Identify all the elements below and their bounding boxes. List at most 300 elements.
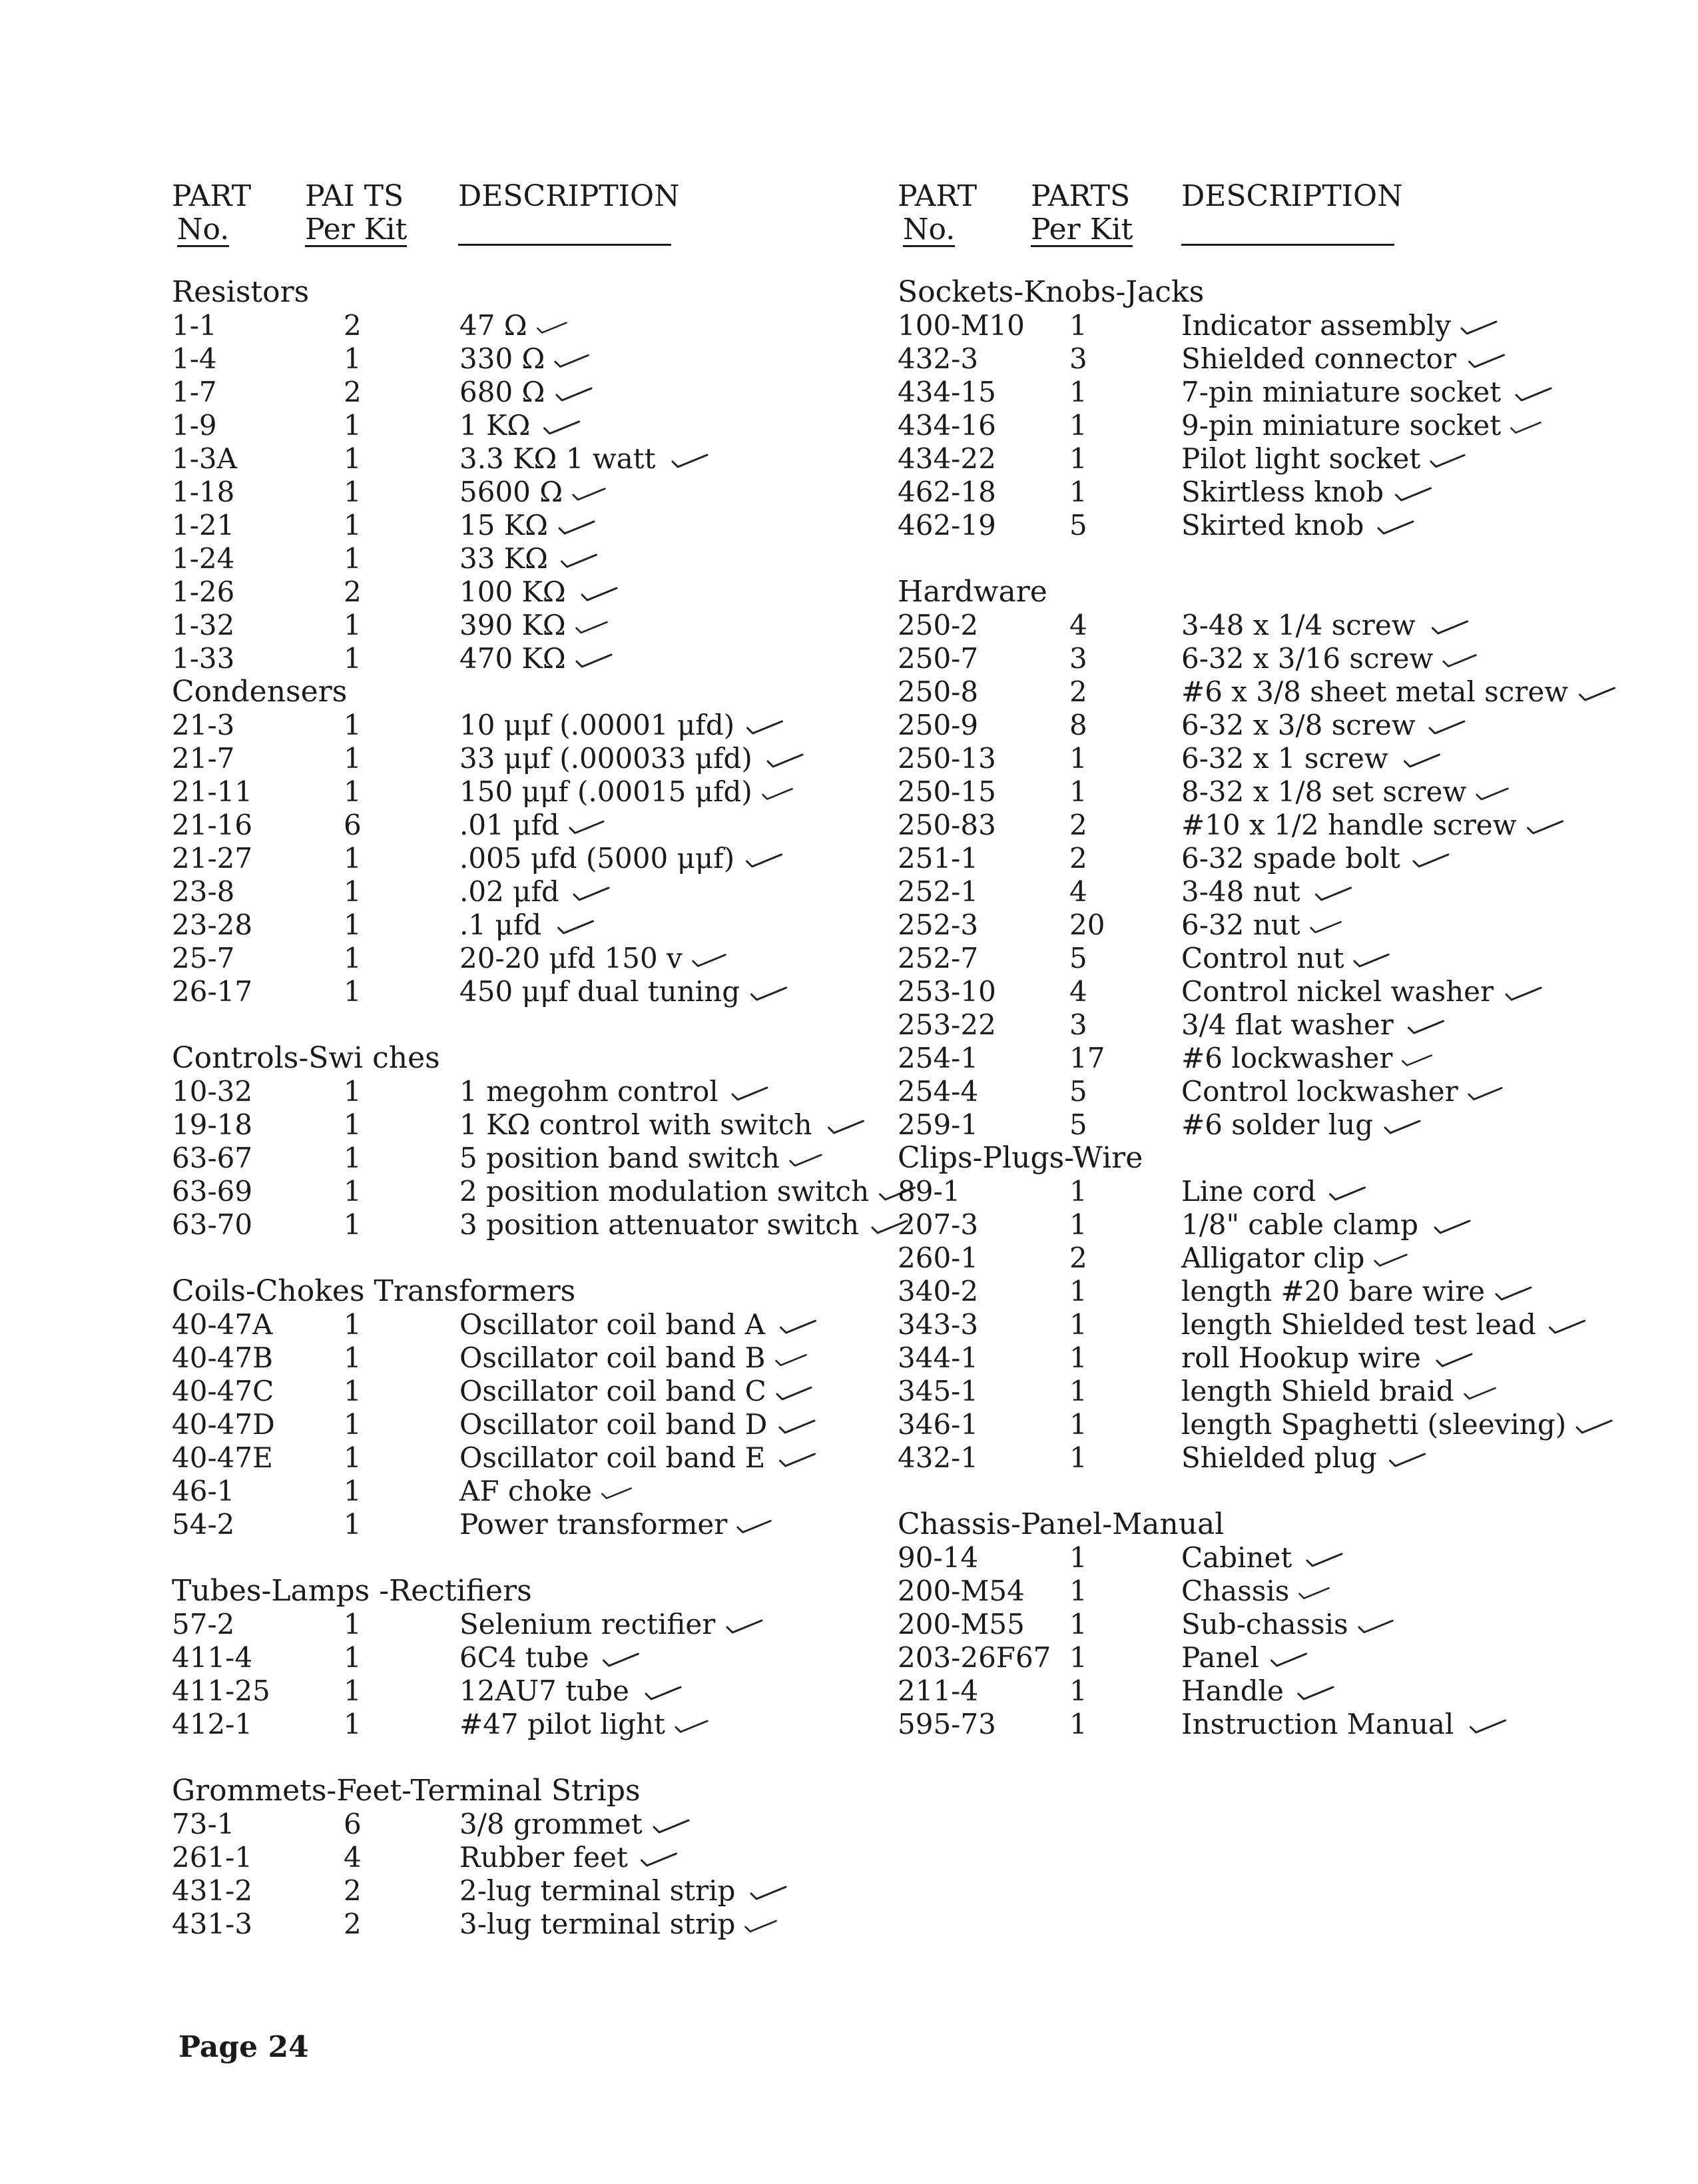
handwritten-checkmark-icon: [1267, 1651, 1310, 1668]
parts-per-kit: 1: [344, 442, 362, 475]
part-description: length Shield braid: [1181, 1375, 1498, 1408]
parts-per-kit: 17: [1069, 1042, 1105, 1074]
parts-per-kit: 1: [344, 1641, 362, 1674]
part-row: [898, 1108, 1663, 1142]
part-number: 21-27: [172, 842, 253, 875]
handwritten-checkmark-icon: [735, 1518, 773, 1535]
part-description: #6 solder lug: [1181, 1108, 1424, 1142]
right-table-header: [898, 180, 1663, 260]
handwritten-checkmark-icon: [567, 885, 615, 903]
part-number: 260-1: [898, 1242, 979, 1274]
parts-per-kit: 2: [1069, 809, 1087, 841]
handwritten-checkmark-icon: [597, 1651, 645, 1668]
part-row: [898, 1641, 1663, 1674]
part-row: [172, 1608, 878, 1641]
parts-per-kit: 6: [344, 809, 362, 841]
section-title: Grommets-Feet-Terminal Strips: [172, 1774, 641, 1808]
part-number: 200-M54: [898, 1575, 1025, 1607]
handwritten-checkmark-icon: [600, 1485, 633, 1502]
part-number: 1-24: [172, 542, 235, 575]
part-row: [898, 1441, 1663, 1475]
part-number: 1-3A: [172, 442, 237, 475]
handwritten-checkmark-icon: [1424, 619, 1476, 636]
part-row: [898, 975, 1663, 1008]
parts-per-kit: 1: [344, 742, 362, 775]
part-row: [172, 575, 878, 609]
part-description: 3-lug terminal strip: [459, 1908, 778, 1941]
part-number: 250-7: [898, 642, 979, 675]
parts-per-kit: 1: [344, 942, 362, 974]
handwritten-checkmark-icon: [1466, 1085, 1504, 1102]
parts-per-kit: 1: [344, 709, 362, 741]
parts-per-kit: 1: [1069, 376, 1087, 408]
part-description: Alligator clip: [1181, 1242, 1409, 1275]
section-chassis-panel-manual: [898, 1508, 1663, 1741]
handwritten-checkmark-icon: [567, 819, 606, 836]
part-description: 2-lug terminal strip: [459, 1874, 794, 1908]
part-row: [898, 376, 1663, 409]
part-row: [172, 309, 878, 342]
part-description: #47 pilot light: [459, 1708, 710, 1741]
part-number: 63-70: [172, 1208, 253, 1241]
part-row: [172, 909, 878, 942]
parts-per-kit: 2: [344, 1908, 362, 1940]
part-number: 1-21: [172, 509, 235, 542]
part-description: 3/4 flat washer: [1181, 1008, 1450, 1042]
part-description: Oscillator coil band C: [459, 1375, 814, 1408]
section-title: Condensers: [172, 675, 348, 709]
part-no-header: PART No.: [898, 179, 978, 246]
part-number: 23-8: [172, 875, 235, 908]
handwritten-checkmark-icon: [1402, 1018, 1450, 1036]
part-description: 1 megohm control: [459, 1075, 773, 1108]
handwritten-checkmark-icon: [1502, 985, 1546, 1002]
part-description: 3-48 x 1/4 screw: [1181, 609, 1476, 642]
part-number: 250-8: [898, 675, 979, 708]
parts-per-kit: 1: [1069, 1308, 1087, 1341]
part-row: [172, 1341, 878, 1375]
parts-per-kit: 2: [1069, 1242, 1087, 1274]
handwritten-checkmark-icon: [788, 1152, 824, 1169]
part-row: [172, 442, 878, 476]
handwritten-checkmark-icon: [556, 552, 602, 569]
part-description: 15 KΩ: [459, 509, 597, 542]
part-number: 10-32: [172, 1075, 253, 1108]
parts-per-kit: 1: [344, 1708, 362, 1740]
parts-per-kit: 5: [1069, 509, 1087, 542]
part-row: [898, 509, 1663, 542]
parts-per-kit: 1: [1069, 1641, 1087, 1674]
section-title: Sockets-Knobs-Jacks: [898, 275, 1205, 309]
part-description: .1 μfd: [459, 909, 602, 942]
part-description: Instruction Manual: [1181, 1708, 1514, 1741]
handwritten-checkmark-icon: [760, 752, 810, 769]
part-row: [898, 709, 1663, 742]
part-description: #6 lockwasher: [1181, 1042, 1434, 1075]
handwritten-checkmark-icon: [1441, 652, 1478, 669]
part-description: .02 μfd: [459, 875, 615, 909]
parts-per-kit: 4: [1069, 609, 1087, 641]
parts-per-kit: 1: [344, 1175, 362, 1208]
part-description: Panel: [1181, 1641, 1310, 1674]
part-description: Handle: [1181, 1674, 1340, 1708]
part-row: [898, 342, 1663, 376]
handwritten-checkmark-icon: [1459, 319, 1499, 336]
part-number: 21-7: [172, 742, 235, 775]
handwritten-checkmark-icon: [774, 1385, 814, 1402]
part-number: 21-16: [172, 809, 253, 841]
parts-per-kit: 1: [1069, 442, 1087, 475]
part-number: 90-14: [898, 1541, 979, 1574]
part-number: 63-67: [172, 1142, 253, 1174]
part-description: Indicator assembly: [1181, 309, 1499, 342]
part-description: Cabinet: [1181, 1541, 1349, 1575]
part-number: 1-7: [172, 376, 217, 408]
part-description: 33 KΩ: [459, 542, 602, 575]
parts-per-kit: 1: [1069, 1408, 1087, 1441]
handwritten-checkmark-icon: [553, 352, 591, 370]
part-description: Line cord: [1181, 1175, 1371, 1208]
part-row: [172, 1208, 878, 1242]
handwritten-checkmark-icon: [673, 1718, 710, 1735]
part-description: 1 KΩ: [459, 409, 585, 442]
parts-per-kit: 5: [1069, 942, 1087, 974]
part-number: 346-1: [898, 1408, 979, 1441]
part-row: [172, 642, 878, 675]
parts-per-kit: 1: [344, 542, 362, 575]
part-number: 462-18: [898, 476, 996, 508]
parts-per-kit: 1: [344, 409, 362, 442]
section-title: Controls-Swi ches: [172, 1041, 440, 1075]
parts-per-kit: 1: [344, 909, 362, 941]
part-row: [898, 1408, 1663, 1441]
part-description: Control nut: [1181, 942, 1391, 975]
handwritten-checkmark-icon: [538, 419, 585, 436]
parts-per-kit-header: PAI TS Per Kit: [305, 179, 408, 246]
handwritten-checkmark-icon: [1462, 1385, 1498, 1402]
part-row: [172, 1075, 878, 1108]
parts-per-kit: 2: [344, 1874, 362, 1907]
part-row: [898, 675, 1663, 709]
handwritten-checkmark-icon: [723, 1618, 766, 1635]
parts-per-kit: 1: [1069, 1275, 1087, 1307]
part-row: [898, 1341, 1663, 1375]
part-number: 40-47E: [172, 1441, 273, 1474]
part-number: 259-1: [898, 1108, 979, 1141]
part-number: 250-13: [898, 742, 996, 775]
description-header: DESCRIPTION: [458, 180, 680, 246]
left-column: [172, 180, 878, 1941]
parts-per-kit: 1: [344, 642, 362, 675]
part-row: [898, 1242, 1663, 1275]
parts-per-kit: 1: [1069, 309, 1087, 342]
handwritten-checkmark-icon: [1356, 1618, 1395, 1635]
handwritten-checkmark-icon: [1525, 819, 1565, 836]
parts-per-kit: 1: [344, 609, 362, 641]
parts-per-kit: 1: [344, 1208, 362, 1241]
part-description: Skirted knob: [1181, 509, 1420, 542]
part-description: 2 position modulation switch: [459, 1175, 918, 1208]
part-description: .005 μfd (5000 μμf): [459, 842, 786, 875]
part-row: [172, 1841, 878, 1874]
parts-per-kit: 1: [1069, 775, 1087, 808]
parts-per-kit: 1: [344, 842, 362, 875]
part-number: 21-11: [172, 775, 253, 808]
part-number: 46-1: [172, 1475, 235, 1507]
part-number: 1-26: [172, 575, 235, 608]
handwritten-checkmark-icon: [1308, 918, 1343, 936]
handwritten-checkmark-icon: [556, 519, 597, 536]
handwritten-checkmark-icon: [773, 1318, 823, 1335]
part-description: Shielded connector: [1181, 342, 1509, 376]
part-row: [172, 1441, 878, 1475]
part-number: 340-2: [898, 1275, 979, 1307]
part-number: 261-1: [172, 1841, 253, 1874]
parts-per-kit: 1: [344, 1508, 362, 1541]
part-row: [898, 909, 1663, 942]
part-row: [898, 809, 1663, 842]
parts-per-kit: 1: [344, 1475, 362, 1507]
part-row: [898, 1008, 1663, 1042]
handwritten-checkmark-icon: [1574, 1418, 1614, 1435]
section-title: Chassis-Panel-Manual: [898, 1507, 1225, 1541]
part-description: 150 μμf (.00015 μfd): [459, 775, 794, 809]
handwritten-checkmark-icon: [1462, 1718, 1514, 1735]
parts-per-kit: 1: [1069, 409, 1087, 442]
handwritten-checkmark-icon: [1493, 1285, 1534, 1302]
part-row: [172, 975, 878, 1008]
part-description: length Spaghetti (sleeving): [1181, 1408, 1614, 1441]
handwritten-checkmark-icon: [691, 952, 728, 969]
part-row: [172, 509, 878, 542]
part-number: 462-19: [898, 509, 996, 542]
section-resistors: [172, 276, 878, 675]
handwritten-checkmark-icon: [1509, 419, 1543, 436]
part-row: [898, 1042, 1663, 1075]
section-title: Hardware: [898, 575, 1047, 609]
handwritten-checkmark-icon: [1372, 1252, 1409, 1269]
part-description: Skirtless knob: [1181, 476, 1435, 509]
part-number: 252-1: [898, 875, 979, 908]
part-number: 63-69: [172, 1175, 253, 1208]
part-row: [898, 1208, 1663, 1242]
parts-per-kit: 2: [1069, 675, 1087, 708]
part-description: Control nickel washer: [1181, 975, 1546, 1008]
part-number: 434-22: [898, 442, 996, 475]
part-number: 434-15: [898, 376, 996, 408]
parts-per-kit: 1: [1069, 1575, 1087, 1607]
part-number: 57-2: [172, 1608, 235, 1640]
part-description: 1/8" cable clamp: [1181, 1208, 1478, 1242]
handwritten-checkmark-icon: [549, 918, 602, 936]
parts-per-kit: 1: [344, 509, 362, 542]
part-row: [172, 1375, 878, 1408]
part-row: [898, 775, 1663, 809]
part-row: [172, 1508, 878, 1541]
part-row: [898, 642, 1663, 675]
parts-per-kit: 5: [1069, 1075, 1087, 1108]
part-number: 211-4: [898, 1674, 979, 1707]
part-number: 250-83: [898, 809, 996, 841]
handwritten-checkmark-icon: [637, 1684, 689, 1702]
right-column: [898, 180, 1663, 1741]
handwritten-checkmark-icon: [636, 1851, 682, 1868]
section-clips-plugs-wire: [898, 1142, 1663, 1475]
part-description: 47 Ω: [459, 309, 569, 342]
handwritten-checkmark-icon: [1429, 1351, 1480, 1369]
part-row: [172, 609, 878, 642]
part-description: 3-48 nut: [1181, 875, 1358, 909]
handwritten-checkmark-icon: [1426, 1218, 1478, 1236]
part-description: Chassis: [1181, 1575, 1331, 1608]
part-description: 20-20 μfd 150 v: [459, 942, 728, 975]
part-row: [898, 875, 1663, 909]
part-row: [172, 342, 878, 376]
handwritten-checkmark-icon: [1352, 952, 1391, 969]
handwritten-checkmark-icon: [1381, 1118, 1424, 1136]
part-description: 6-32 spade bolt: [1181, 842, 1454, 875]
handwritten-checkmark-icon: [535, 319, 569, 336]
part-number: 207-3: [898, 1208, 979, 1241]
parts-per-kit: 1: [344, 1308, 362, 1341]
parts-per-kit: 1: [344, 1108, 362, 1141]
part-number: 40-47C: [172, 1375, 274, 1407]
part-description: 9-pin miniature socket: [1181, 409, 1543, 442]
part-number: 344-1: [898, 1341, 979, 1374]
part-number: 25-7: [172, 942, 235, 974]
section-title: Coils-Chokes Transformers: [172, 1274, 576, 1308]
handwritten-checkmark-icon: [1300, 1551, 1349, 1569]
part-row: [898, 1541, 1663, 1575]
handwritten-checkmark-icon: [742, 852, 786, 869]
part-row: [172, 1708, 878, 1741]
part-description: Shielded plug: [1181, 1441, 1430, 1475]
part-row: [172, 942, 878, 975]
handwritten-checkmark-icon: [760, 785, 794, 803]
part-description: 10 μμf (.00001 μfd): [459, 709, 787, 742]
part-description: 7-pin miniature socket: [1181, 376, 1558, 409]
part-row: [898, 1175, 1663, 1208]
part-number: 432-1: [898, 1441, 979, 1474]
parts-per-kit: 4: [344, 1841, 362, 1874]
part-row: [172, 376, 878, 409]
part-description: 6C4 tube: [459, 1641, 645, 1674]
part-description: Oscillator coil band B: [459, 1341, 808, 1375]
handwritten-checkmark-icon: [574, 619, 609, 636]
part-number: 254-1: [898, 1042, 979, 1074]
part-number: 434-16: [898, 409, 996, 442]
part-number: 253-10: [898, 975, 996, 1008]
handwritten-checkmark-icon: [775, 1418, 819, 1435]
part-row: [898, 1708, 1663, 1741]
handwritten-checkmark-icon: [664, 452, 716, 470]
part-description: 6-32 nut: [1181, 909, 1343, 942]
part-description: Sub-chassis: [1181, 1608, 1395, 1641]
parts-per-kit: 1: [344, 1142, 362, 1174]
part-row: [898, 1674, 1663, 1708]
parts-per-kit: 1: [1069, 1708, 1087, 1740]
handwritten-checkmark-icon: [743, 1884, 794, 1902]
part-description: 33 μμf (.000033 μfd): [459, 742, 810, 775]
part-row: [172, 1808, 878, 1841]
section-sockets-knobs-jacks: [898, 276, 1663, 542]
part-number: 411-25: [172, 1674, 270, 1707]
handwritten-checkmark-icon: [1544, 1318, 1590, 1335]
part-row: [172, 875, 878, 909]
part-row: [898, 842, 1663, 875]
part-description: 450 μμf dual tuning: [459, 975, 790, 1008]
part-row: [172, 1641, 878, 1674]
part-number: 19-18: [172, 1108, 253, 1141]
part-row: [898, 409, 1663, 442]
section-title: Clips-Plugs-Wire: [898, 1141, 1143, 1175]
parts-per-kit: 1: [344, 1408, 362, 1441]
section-title: Resistors: [172, 275, 310, 309]
part-row: [172, 409, 878, 442]
handwritten-checkmark-icon: [820, 1118, 872, 1136]
handwritten-checkmark-icon: [1385, 1451, 1430, 1469]
parts-per-kit: 1: [344, 1341, 362, 1374]
part-description: 680 Ω: [459, 376, 595, 409]
section-condensers: [172, 675, 878, 1008]
section-hardware: [898, 575, 1663, 1142]
part-number: 40-47D: [172, 1408, 275, 1441]
part-row: [172, 1108, 878, 1142]
parts-per-kit: 1: [344, 1075, 362, 1108]
part-row: [898, 476, 1663, 509]
handwritten-checkmark-icon: [1308, 885, 1358, 903]
part-number: 250-9: [898, 709, 979, 741]
parts-per-kit: 1: [344, 1674, 362, 1707]
part-row: [898, 1275, 1663, 1308]
part-description: Rubber feet: [459, 1841, 682, 1874]
handwritten-checkmark-icon: [748, 985, 790, 1002]
handwritten-checkmark-icon: [726, 1085, 773, 1102]
part-number: 252-7: [898, 942, 979, 974]
handwritten-checkmark-icon: [1400, 1052, 1434, 1069]
handwritten-checkmark-icon: [1292, 1684, 1340, 1702]
parts-per-kit: 1: [1069, 1608, 1087, 1640]
part-row: [898, 1375, 1663, 1408]
part-row: [172, 775, 878, 809]
part-number: 200-M55: [898, 1608, 1025, 1640]
handwritten-checkmark-icon: [1428, 452, 1467, 470]
description-header: DESCRIPTION: [1181, 180, 1403, 246]
part-number: 54-2: [172, 1508, 235, 1541]
part-description: 470 KΩ: [459, 642, 614, 675]
part-row: [172, 1874, 878, 1908]
part-number: 251-1: [898, 842, 979, 875]
part-description: #10 x 1/2 handle screw: [1181, 809, 1565, 842]
part-description: length Shielded test lead: [1181, 1308, 1590, 1341]
part-row: [172, 842, 878, 875]
handwritten-checkmark-icon: [1509, 386, 1558, 403]
parts-per-kit: 2: [344, 376, 362, 408]
handwritten-checkmark-icon: [651, 1818, 692, 1835]
part-description: AF choke: [459, 1475, 633, 1508]
part-row: [898, 1575, 1663, 1608]
part-description: 100 KΩ: [459, 575, 625, 609]
section-title: Tubes-Lamps -Rectifiers: [172, 1574, 532, 1608]
part-description: #6 x 3/8 sheet metal screw: [1181, 675, 1618, 709]
handwritten-checkmark-icon: [1297, 1585, 1331, 1602]
part-description: 5 position band switch: [459, 1142, 824, 1175]
part-number: 343-3: [898, 1308, 979, 1341]
part-number: 203-26F67: [898, 1641, 1051, 1674]
page-number: Page 24: [178, 2030, 309, 2064]
handwritten-checkmark-icon: [773, 1451, 822, 1469]
part-description: Oscillator coil band E: [459, 1441, 822, 1475]
